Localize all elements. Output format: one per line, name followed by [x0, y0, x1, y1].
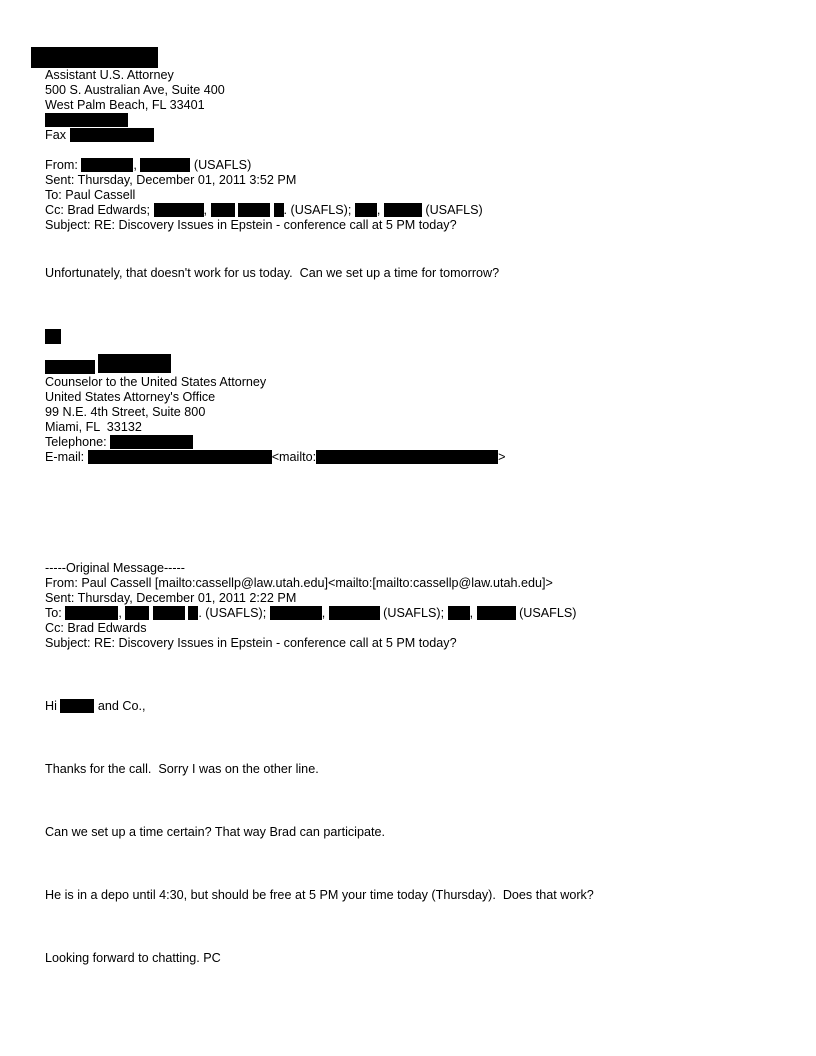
separator: ,: [469, 606, 477, 620]
cc-org: . (USAFLS);: [283, 203, 355, 217]
greeting-prefix: Hi: [45, 699, 61, 713]
fax-label: Fax: [45, 128, 70, 142]
mailto-prefix: <mailto:: [271, 450, 317, 464]
redacted-text: [329, 606, 380, 620]
redacted-text: [188, 606, 198, 620]
redacted-text: [270, 606, 322, 620]
from-org: (USAFLS): [190, 158, 252, 172]
redacted-text: [355, 203, 377, 217]
redacted-initial: [45, 329, 61, 344]
original-sent-line: Sent: Thursday, December 01, 2011 2:22 PM: [45, 591, 297, 605]
redacted-fax: [70, 128, 154, 142]
redacted-text: [125, 606, 149, 620]
reply-cc-line: [45, 203, 483, 218]
redacted-name: [60, 699, 94, 713]
separator: ,: [118, 606, 126, 620]
redacted-text: [274, 203, 284, 217]
separator: ,: [133, 158, 141, 172]
to-label: To:: [45, 606, 66, 620]
redacted-text: [140, 158, 190, 172]
counselor-office: United States Attorney's Office: [45, 390, 216, 404]
reply-sent-line: Sent: Thursday, December 01, 2011 3:52 PM: [45, 173, 297, 187]
signature-address-2: West Palm Beach, FL 33401: [45, 98, 205, 112]
counselor-title: Counselor to the United States Attorney: [45, 375, 267, 389]
original-cc-line: Cc: Brad Edwards: [45, 621, 147, 635]
redacted-phone: [45, 113, 128, 127]
cc-org: (USAFLS): [421, 203, 483, 217]
telephone-label: Telephone:: [45, 435, 111, 449]
reply-body: Unfortunately, that doesn't work for us today. Can we set up a time for tomorrow?: [45, 266, 500, 280]
greeting-line: [45, 699, 146, 714]
to-org: . (USAFLS);: [198, 606, 270, 620]
reply-to-line: To: Paul Cassell: [45, 188, 136, 202]
redacted-email: [316, 450, 498, 464]
redacted-text: [153, 606, 185, 620]
redacted-text: [211, 203, 235, 217]
closing-line: Looking forward to chatting. PC: [45, 951, 221, 965]
paragraph-3: He is in a depo until 4:30, but should be free at 5 PM your time today (Thursday). Does that work?: [45, 888, 594, 902]
counselor-email-line: [45, 450, 506, 465]
redacted-name: [31, 47, 158, 68]
signature-address-1: 500 S. Australian Ave, Suite 400: [45, 83, 225, 97]
redacted-name: [98, 354, 171, 373]
redacted-phone: [110, 435, 193, 449]
separator: ,: [203, 203, 211, 217]
original-subject-line: Subject: RE: Discovery Issues in Epstein - conference call at 5 PM today?: [45, 636, 457, 650]
redacted-email: [88, 450, 272, 464]
to-org: (USAFLS): [515, 606, 577, 620]
email-label: E-mail:: [45, 450, 88, 464]
signature-title: Assistant U.S. Attorney: [45, 68, 174, 82]
original-to-line: [45, 606, 576, 621]
separator: ,: [321, 606, 329, 620]
counselor-address-1: 99 N.E. 4th Street, Suite 800: [45, 405, 206, 419]
redacted-text: [448, 606, 470, 620]
redacted-name: [45, 360, 95, 374]
original-message-separator: -----Original Message-----: [45, 561, 185, 575]
greeting-suffix: and Co.,: [94, 699, 146, 713]
redacted-text: [477, 606, 516, 620]
redacted-text: [154, 203, 204, 217]
to-org: (USAFLS);: [379, 606, 448, 620]
paragraph-2: Can we set up a time certain? That way Brad can participate.: [45, 825, 385, 839]
from-label: From:: [45, 158, 82, 172]
redacted-text: [238, 203, 270, 217]
redacted-text: [65, 606, 118, 620]
counselor-address-2: Miami, FL 33132: [45, 420, 142, 434]
redacted-text: [81, 158, 133, 172]
mailto-suffix: >: [498, 450, 506, 464]
separator: ,: [376, 203, 384, 217]
counselor-telephone-line: [45, 435, 193, 450]
original-from-line: From: Paul Cassell [mailto:cassellp@law.utah.edu]<mailto:[mailto:cassellp@law.utah.edu]>: [45, 576, 553, 590]
signature-fax-line: [45, 128, 154, 143]
redacted-text: [384, 203, 422, 217]
paragraph-1: Thanks for the call. Sorry I was on the other line.: [45, 762, 319, 776]
reply-from-line: [45, 158, 251, 173]
reply-subject-line: Subject: RE: Discovery Issues in Epstein - conference call at 5 PM today?: [45, 218, 457, 232]
cc-prefix: Cc: Brad Edwards;: [45, 203, 154, 217]
